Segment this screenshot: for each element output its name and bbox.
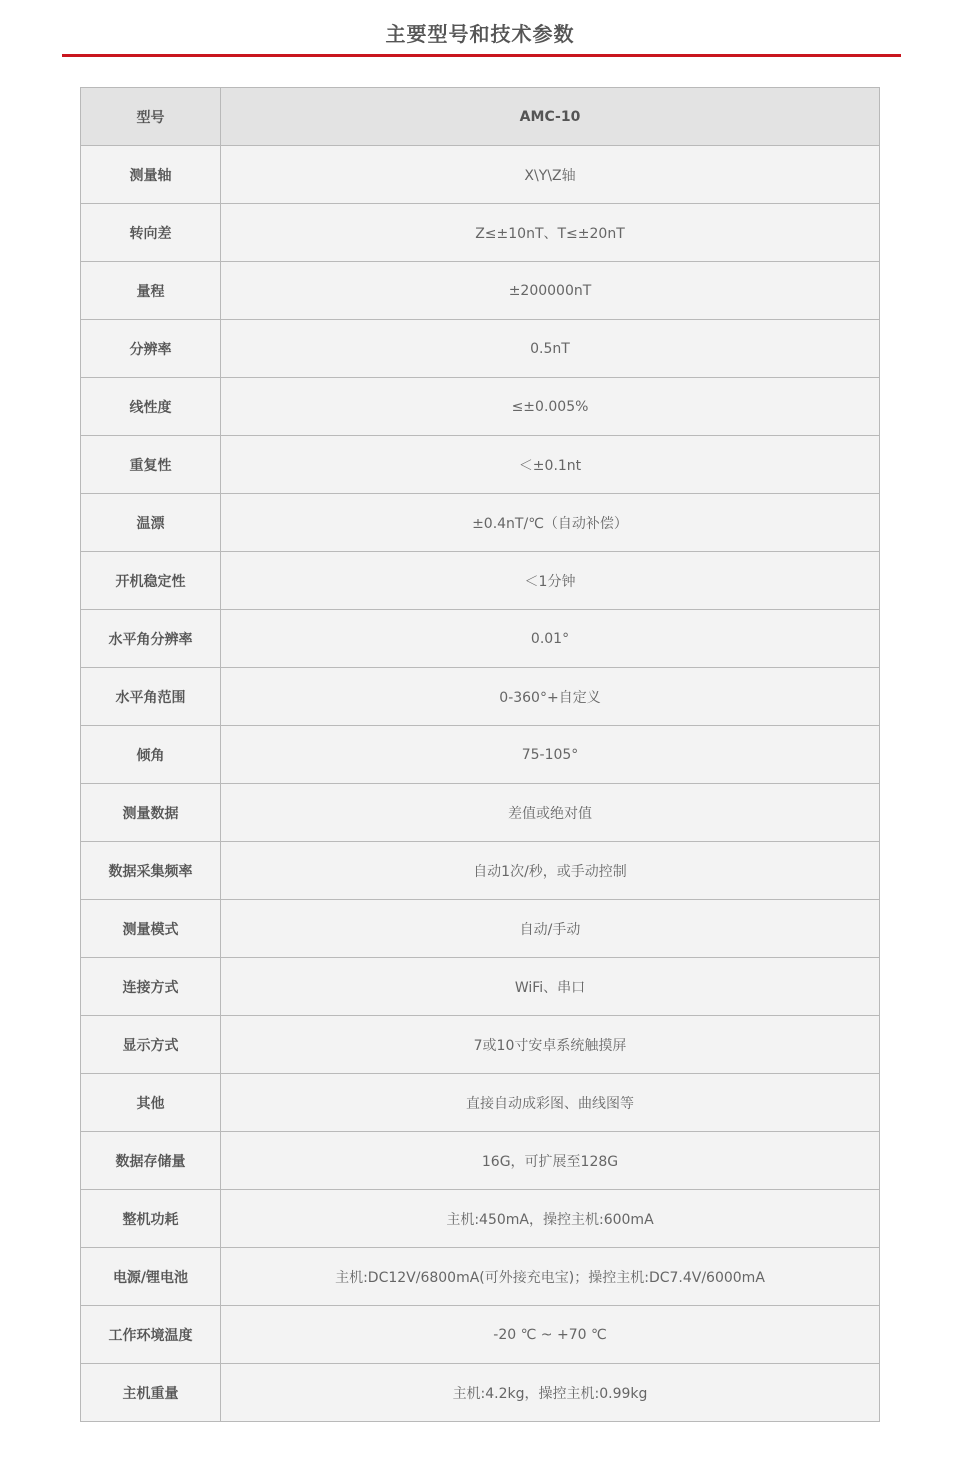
row-value: 75-105°: [221, 726, 880, 784]
row-label: 电源/锂电池: [81, 1248, 221, 1306]
row-value: 主机:450mA，操控主机:600mA: [221, 1190, 880, 1248]
row-value: 16G，可扩展至128G: [221, 1132, 880, 1190]
row-value: 0.5nT: [221, 320, 880, 378]
row-value: WiFi、串口: [221, 958, 880, 1016]
table-row: [81, 320, 880, 378]
row-value: ＜1分钟: [221, 552, 880, 610]
table-row: [81, 726, 880, 784]
table-row: [81, 262, 880, 320]
spec-table: [80, 87, 880, 1422]
row-value: 7或10寸安卓系统触摸屏: [221, 1016, 880, 1074]
row-label: 水平角范围: [81, 668, 221, 726]
row-label: 分辨率: [81, 320, 221, 378]
header-value-cell: AMC-10: [221, 88, 880, 146]
table-row: [81, 204, 880, 262]
table-row: [81, 1306, 880, 1364]
row-label: 数据存储量: [81, 1132, 221, 1190]
row-value: -20 ℃ ~ +70 ℃: [221, 1306, 880, 1364]
table-row: [81, 552, 880, 610]
table-row: [81, 1074, 880, 1132]
row-label: 转向差: [81, 204, 221, 262]
table-row: [81, 610, 880, 668]
table-row: [81, 958, 880, 1016]
table-row: [81, 494, 880, 552]
row-value: ±200000nT: [221, 262, 880, 320]
row-value: 直接自动成彩图、曲线图等: [221, 1074, 880, 1132]
row-value: X\Y\Z轴: [221, 146, 880, 204]
row-value: Z≤±10nT、T≤±20nT: [221, 204, 880, 262]
row-value: 自动/手动: [221, 900, 880, 958]
table-row: [81, 1364, 880, 1422]
row-value: 0-360°+自定义: [221, 668, 880, 726]
row-value: 主机:4.2kg，操控主机:0.99kg: [221, 1364, 880, 1422]
table-row: [81, 1016, 880, 1074]
row-label: 数据采集频率: [81, 842, 221, 900]
row-value: ±0.4nT/℃（自动补偿）: [221, 494, 880, 552]
row-label: 重复性: [81, 436, 221, 494]
row-label: 量程: [81, 262, 221, 320]
table-row: [81, 668, 880, 726]
table-row: [81, 1132, 880, 1190]
table-row: [81, 1190, 880, 1248]
row-label: 线性度: [81, 378, 221, 436]
page-title: 主要型号和技术参数: [385, 22, 575, 46]
row-label: 连接方式: [81, 958, 221, 1016]
row-label: 显示方式: [81, 1016, 221, 1074]
table-row: [81, 784, 880, 842]
row-label: 水平角分辨率: [81, 610, 221, 668]
row-label: 测量模式: [81, 900, 221, 958]
table-row: [81, 900, 880, 958]
row-label: 工作环境温度: [81, 1306, 221, 1364]
header-label-cell: 型号: [81, 88, 221, 146]
row-value: 差值或绝对值: [221, 784, 880, 842]
table-row: [81, 1248, 880, 1306]
row-label: 其他: [81, 1074, 221, 1132]
row-label: 测量数据: [81, 784, 221, 842]
row-label: 开机稳定性: [81, 552, 221, 610]
row-value: ＜±0.1nt: [221, 436, 880, 494]
table-row: [81, 842, 880, 900]
row-label: 温漂: [81, 494, 221, 552]
title-underline: [62, 54, 901, 57]
row-label: 倾角: [81, 726, 221, 784]
table-row: [81, 436, 880, 494]
table-row: [81, 378, 880, 436]
spec-table-body: [81, 88, 880, 1422]
row-value: 0.01°: [221, 610, 880, 668]
row-label: 整机功耗: [81, 1190, 221, 1248]
row-value: 主机:DC12V/6800mA(可外接充电宝)；操控主机:DC7.4V/6000mA: [221, 1248, 880, 1306]
row-label: 测量轴: [81, 146, 221, 204]
row-label: 主机重量: [81, 1364, 221, 1422]
row-value: 自动1次/秒，或手动控制: [221, 842, 880, 900]
table-header-row: [81, 88, 880, 146]
row-value: ≤±0.005%: [221, 378, 880, 436]
table-row: [81, 146, 880, 204]
